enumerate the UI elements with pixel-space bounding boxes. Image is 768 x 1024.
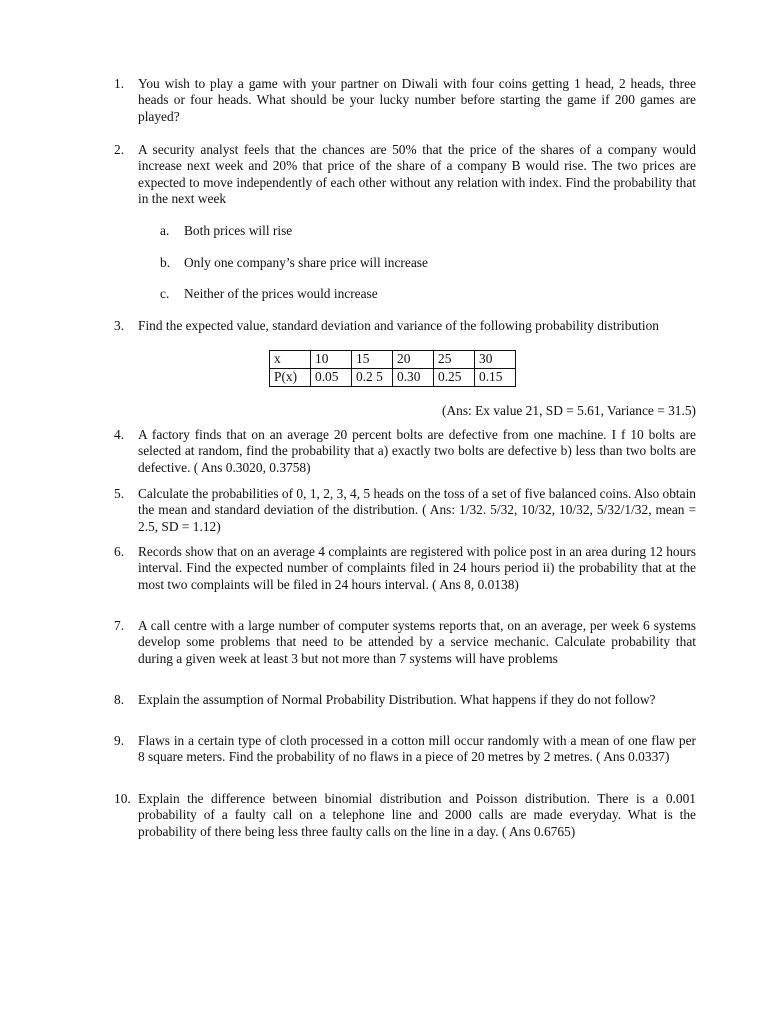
question-4 xyxy=(114,427,696,476)
question-text: Find the expected value, standard deviation and variance of the following probability distribution xyxy=(138,318,659,333)
table-cell: 10 xyxy=(311,351,352,369)
question-2 xyxy=(114,142,696,207)
question-number: 3. xyxy=(114,318,125,333)
question-text: You wish to play a game with your partner on Diwali with four coins getting 1 head, 2 heads, three heads or four heads. What should be your lucky number before starting the game if 200 games are played? xyxy=(138,76,696,124)
question-number: 4. xyxy=(114,427,125,442)
question-number: 5. xyxy=(114,486,125,501)
table-cell: 0.2 5 xyxy=(352,369,393,387)
table-cell: 0.25 xyxy=(434,369,475,387)
question-number: 2. xyxy=(114,142,125,157)
subitem-text: Only one company’s share price will increase xyxy=(184,255,428,270)
question-text: Explain the difference between binomial distribution and Poisson distribution. There is a 0.001 probability of a faulty call on a telephone line and 2000 calls are made everyday. What is the probability of there being less three faulty calls on the line in a day. ( Ans 0.6765) xyxy=(138,791,696,839)
question-text: Calculate the probabilities of 0, 1, 2, 3, 4, 5 heads on the toss of a set of five balanced coins. Also obtain the mean and standard deviation of the distribution. ( Ans: 1/32. 5/32, 10/32, 10/32, 5/32/1/32, mean = 2.5, SD = 1.12) xyxy=(138,486,696,534)
table-cell: 15 xyxy=(352,351,393,369)
question-number: 9. xyxy=(114,733,125,748)
question-6 xyxy=(114,544,696,593)
question-number: 6. xyxy=(114,544,125,559)
question-text: Flaws in a certain type of cloth processed in a cotton mill occur randomly with a mean of one flaw per 8 square meters. Find the probability of no flaws in a piece of 20 metres by 2 metres. ( Ans 0.0337) xyxy=(138,733,696,765)
question-7 xyxy=(114,618,696,667)
table-cell: 30 xyxy=(475,351,516,369)
question-number: 8. xyxy=(114,692,125,707)
question-text: A call centre with a large number of computer systems reports that, on an average, per week 6 systems develop some problems that need to be attended by a service mechanic. Calculate probability that during a given week at least 3 but not more than 7 systems will have problems xyxy=(138,618,696,666)
subitem-text: Both prices will rise xyxy=(184,223,293,238)
subitem-letter: b. xyxy=(160,255,171,270)
table-row-px xyxy=(270,369,516,387)
question-number: 7. xyxy=(114,618,125,633)
question-9 xyxy=(114,733,696,766)
subitem-a xyxy=(160,223,292,239)
subitem-c xyxy=(160,286,378,302)
question-3 xyxy=(114,318,696,334)
subitem-text: Neither of the prices would increase xyxy=(184,286,378,301)
question-number: 10. xyxy=(114,791,131,806)
question-text: A security analyst feels that the chances are 50% that the price of the shares of a company would increase next week and 20% that price of the share of a company B would rise. The two prices are expected to move independently of each other without any relation with index. Find the probability that in the next week xyxy=(138,142,696,206)
table-cell: 20 xyxy=(393,351,434,369)
table-cell: 0.05 xyxy=(311,369,352,387)
subitem-letter: a. xyxy=(160,223,170,238)
question-text: Explain the assumption of Normal Probability Distribution. What happens if they do not follow? xyxy=(138,692,656,707)
answer-text: (Ans: Ex value 21, SD = 5.61, Variance = 31.5) xyxy=(442,403,696,418)
question-1 xyxy=(114,76,696,125)
question-8 xyxy=(114,692,696,708)
question-text: Records show that on an average 4 complaints are registered with police post in an area during 12 hours interval. Find the expected number of complaints filed in 24 hours period ii) the probability that at the most two complaints will be filed in 24 hours interval. ( Ans 8, 0.0138) xyxy=(138,544,696,592)
table-cell: 0.15 xyxy=(475,369,516,387)
question-10 xyxy=(114,791,696,840)
table-row-x xyxy=(270,351,516,369)
table-cell: 25 xyxy=(434,351,475,369)
probability-distribution-table xyxy=(269,350,516,387)
table-cell: x xyxy=(270,351,311,369)
subitem-b xyxy=(160,255,428,271)
subitem-letter: c. xyxy=(160,286,170,301)
table-cell: 0.30 xyxy=(393,369,434,387)
question-5 xyxy=(114,486,696,535)
table-cell: P(x) xyxy=(270,369,311,387)
question-text: A factory finds that on an average 20 percent bolts are defective from one machine. I f 10 bolts are selected at random, find the probability that a) exactly two bolts are defective b) less than two bolts are defective. ( Ans 0.3020, 0.3758) xyxy=(138,427,696,475)
question-number: 1. xyxy=(114,76,125,91)
